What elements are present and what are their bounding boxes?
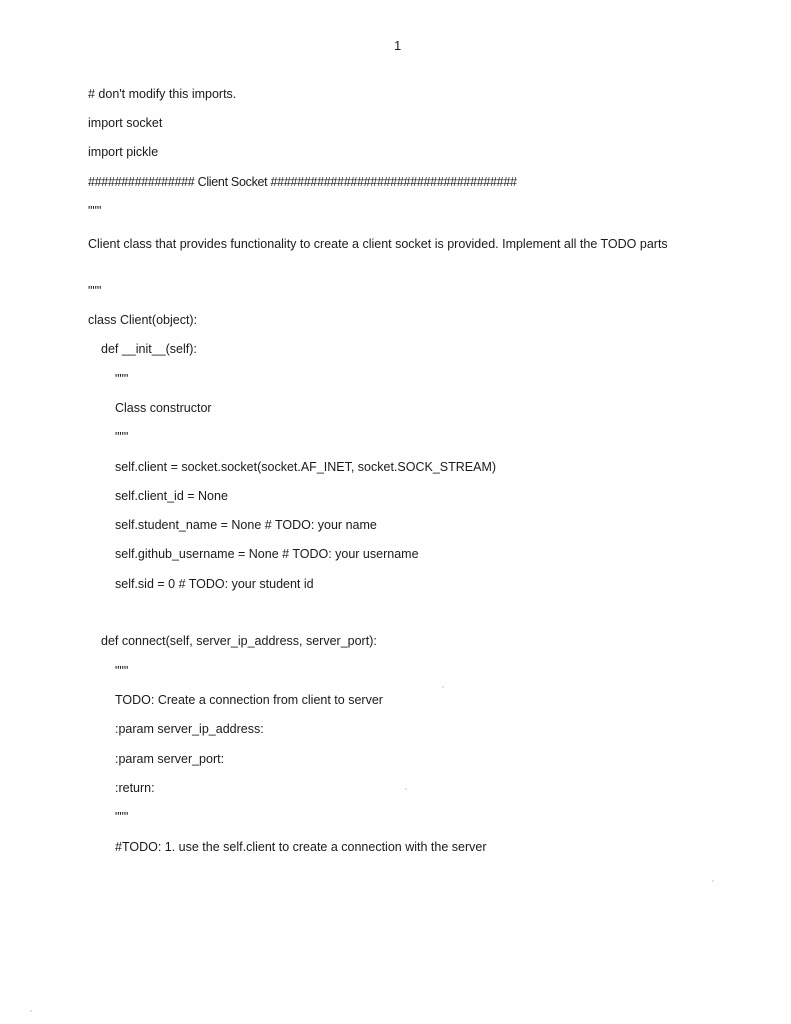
code-line-self-sid: self.sid = 0 # TODO: your student id: [115, 577, 314, 591]
scan-speck: [442, 686, 444, 688]
code-line-self-github-username: self.github_username = None # TODO: your username: [115, 547, 419, 561]
code-line-self-client-id: self.client_id = None: [115, 489, 228, 503]
scan-speck: [30, 1010, 32, 1012]
code-line-param-server-port: :param server_port:: [115, 752, 225, 766]
scan-speck: [405, 788, 407, 790]
code-line-init-docstring-close: """: [115, 430, 129, 444]
code-line-param-server-ip: :param server_ip_address:: [115, 722, 264, 736]
code-line-import-socket: import socket: [88, 116, 163, 130]
code-line-init-docstring-open: """: [115, 372, 129, 386]
code-line-import-pickle: import pickle: [88, 145, 159, 159]
code-line-self-student-name: self.student_name = None # TODO: your name: [115, 518, 377, 532]
code-line-class-definition: class Client(object):: [88, 313, 198, 327]
page-number: 1: [394, 38, 402, 53]
code-line-docstring-open: """: [88, 204, 102, 218]
code-line-class-description: Client class that provides functionality to create a client socket is provided. Implement all the TODO parts: [88, 237, 668, 251]
code-line-connect-definition: def connect(self, server_ip_address, server_port):: [101, 634, 377, 648]
scan-speck: [712, 880, 714, 882]
code-line-docstring-close: """: [88, 284, 102, 298]
code-line-connect-todo: TODO: Create a connection from client to server: [115, 693, 383, 707]
code-line-section-header: ################ Client Socket #####################################: [88, 175, 517, 189]
code-line-class-constructor: Class constructor: [115, 401, 212, 415]
code-line-self-client: self.client = socket.socket(socket.AF_INET, socket.SOCK_STREAM): [115, 460, 497, 474]
code-line-init-definition: def __init__(self):: [101, 342, 197, 356]
code-line-return: :return:: [115, 781, 155, 795]
code-line-connect-docstring-close: """: [115, 810, 129, 824]
code-line-connect-docstring-open: """: [115, 664, 129, 678]
code-line-connect-todo-step1: #TODO: 1. use the self.client to create a connection with the server: [115, 840, 487, 854]
code-line-comment-imports: # don't modify this imports.: [88, 87, 237, 101]
